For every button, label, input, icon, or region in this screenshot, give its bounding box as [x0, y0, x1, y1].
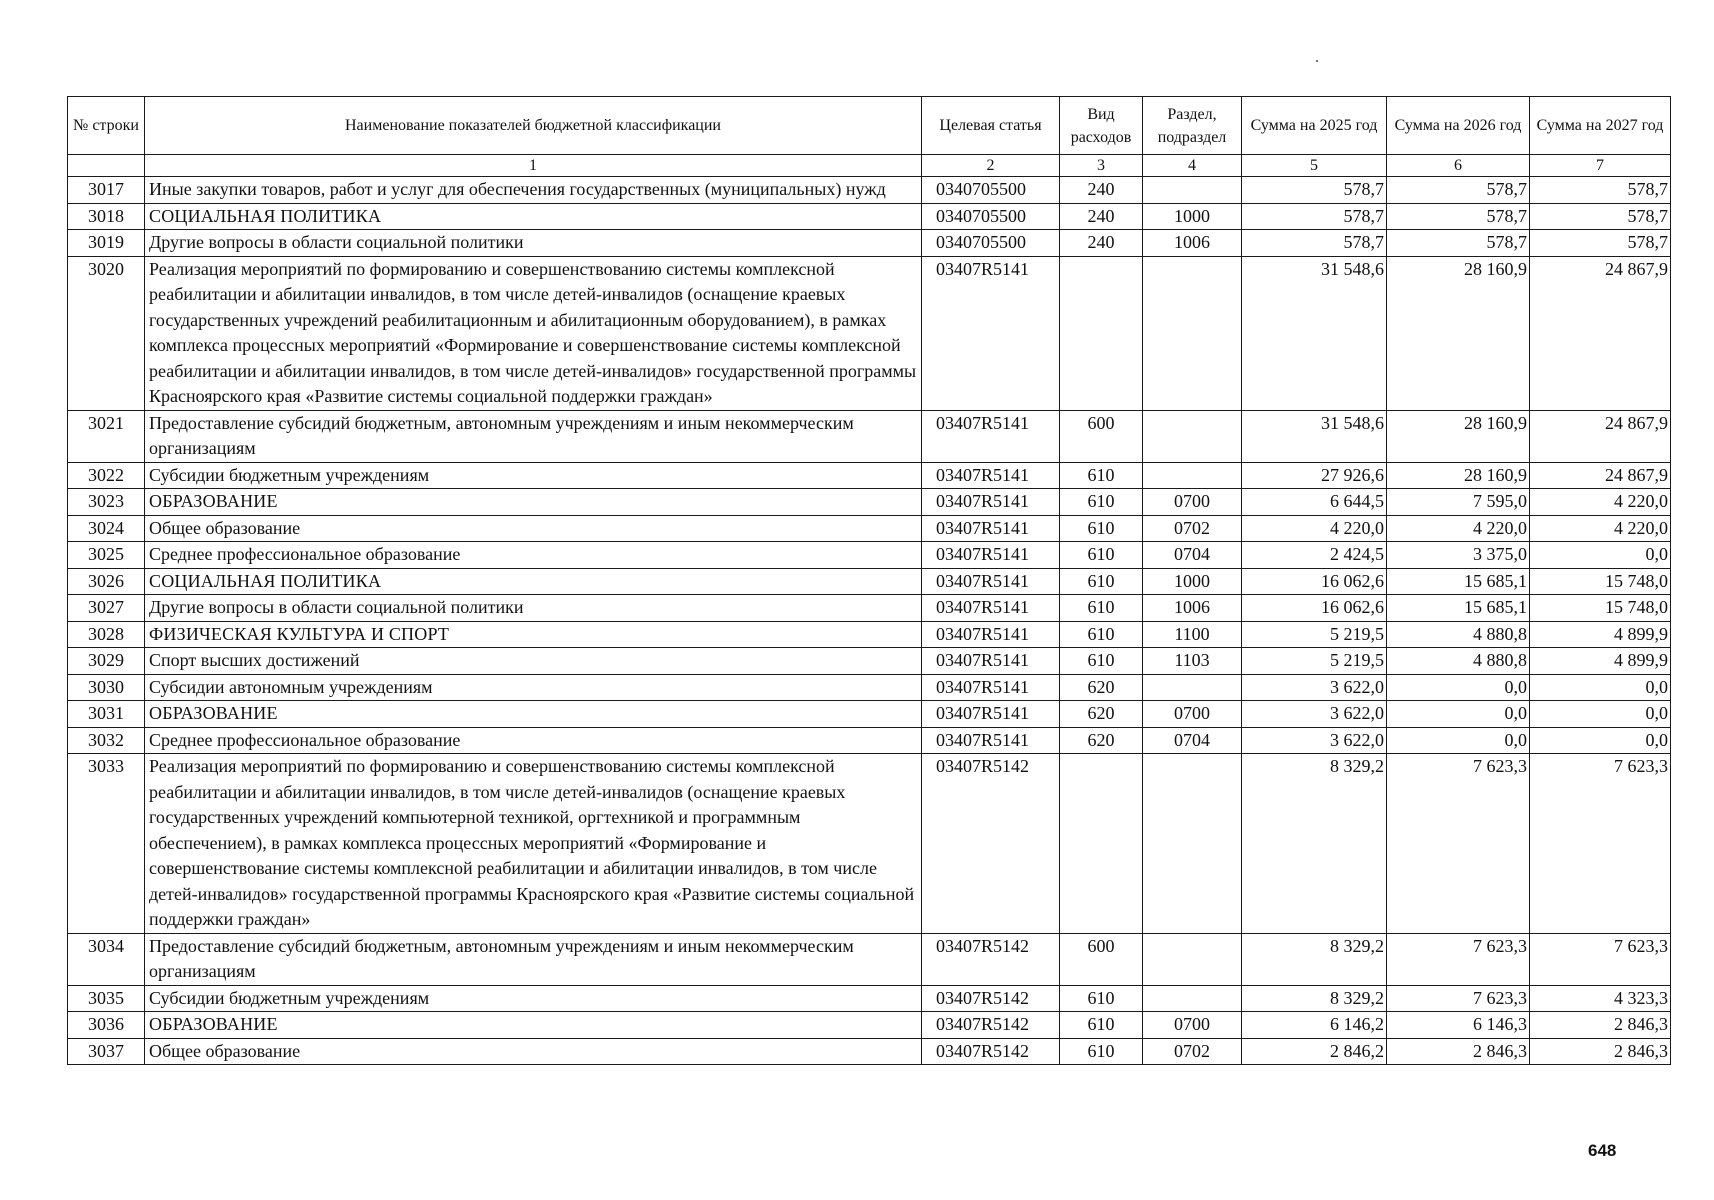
- sum-2026: 0,0: [1387, 727, 1530, 754]
- sum-2026: 7 595,0: [1387, 489, 1530, 516]
- row-name: Иные закупки товаров, работ и услуг для обеспечения государственных (муниципальных) нужд: [145, 177, 922, 204]
- section-code: [1143, 256, 1242, 410]
- row-name: Субсидии бюджетным учреждениям: [145, 462, 922, 489]
- header-target: Целевая статья: [922, 97, 1060, 155]
- sum-2025: 16 062,6: [1242, 595, 1387, 622]
- sum-2027: 15 748,0: [1530, 568, 1671, 595]
- target-code: 03407R5141: [922, 542, 1060, 569]
- row-number: 3030: [68, 674, 145, 701]
- row-number: 3022: [68, 462, 145, 489]
- sum-2027: 24 867,9: [1530, 256, 1671, 410]
- sum-2027: 15 748,0: [1530, 595, 1671, 622]
- section-code: 0700: [1143, 489, 1242, 516]
- sum-2027: 4 323,3: [1530, 985, 1671, 1012]
- budget-table: [67, 96, 1671, 1065]
- table-row: [68, 754, 1671, 934]
- column-number: 6: [1387, 155, 1530, 177]
- expense-type: [1060, 754, 1143, 934]
- section-code: [1143, 462, 1242, 489]
- table-row: [68, 727, 1671, 754]
- header-sum-2027: Сумма на 2027 год: [1530, 97, 1671, 155]
- column-number: 4: [1143, 155, 1242, 177]
- expense-type: 240: [1060, 230, 1143, 257]
- sum-2026: 28 160,9: [1387, 462, 1530, 489]
- sum-2025: 3 622,0: [1242, 674, 1387, 701]
- row-name: Реализация мероприятий по формированию и совершенствованию системы комплексной реабилитации и абилитации инвалидов, в том числе детей-инвалидов (оснащение краевых государственных учреждений компьютерной техникой, оргтехникой и программным обеспечением), в рамках комплекса процессных мероприятий «Формирование и совершенствование системы комплексной реабилитации и абилитации инвалидов, в том числе детей-инвалидов» государственной программы Красноярского края «Развитие системы социальной поддержки граждан»: [145, 754, 922, 934]
- row-number: 3032: [68, 727, 145, 754]
- section-code: 1006: [1143, 595, 1242, 622]
- sum-2027: 2 846,3: [1530, 1038, 1671, 1065]
- column-number: 2: [922, 155, 1060, 177]
- expense-type: 610: [1060, 489, 1143, 516]
- expense-type: 610: [1060, 1038, 1143, 1065]
- sum-2026: 15 685,1: [1387, 568, 1530, 595]
- row-name: ОБРАЗОВАНИЕ: [145, 489, 922, 516]
- target-code: 03407R5141: [922, 595, 1060, 622]
- header-row: [68, 97, 1671, 155]
- header-section: Раздел, подраздел: [1143, 97, 1242, 155]
- target-code: 03407R5142: [922, 1038, 1060, 1065]
- target-code: 03407R5142: [922, 933, 1060, 985]
- sum-2027: 0,0: [1530, 701, 1671, 728]
- section-code: 1006: [1143, 230, 1242, 257]
- row-number: 3021: [68, 410, 145, 462]
- sum-2026: 6 146,3: [1387, 1012, 1530, 1039]
- table-row: [68, 701, 1671, 728]
- sum-2026: 578,7: [1387, 230, 1530, 257]
- sum-2025: 578,7: [1242, 230, 1387, 257]
- expense-type: 610: [1060, 542, 1143, 569]
- sum-2027: 7 623,3: [1530, 754, 1671, 934]
- row-name: Среднее профессиональное образование: [145, 727, 922, 754]
- sum-2026: 28 160,9: [1387, 256, 1530, 410]
- row-number: 3037: [68, 1038, 145, 1065]
- sum-2026: 2 846,3: [1387, 1038, 1530, 1065]
- target-code: 03407R5141: [922, 515, 1060, 542]
- sum-2027: 0,0: [1530, 674, 1671, 701]
- sum-2026: 7 623,3: [1387, 754, 1530, 934]
- target-code: 03407R5141: [922, 410, 1060, 462]
- header-expense-type: Вид расходов: [1060, 97, 1143, 155]
- row-number: 3027: [68, 595, 145, 622]
- section-code: 0704: [1143, 542, 1242, 569]
- expense-type: 610: [1060, 648, 1143, 675]
- table-row: [68, 542, 1671, 569]
- table-row: [68, 203, 1671, 230]
- sum-2025: 578,7: [1242, 177, 1387, 204]
- table-row: [68, 985, 1671, 1012]
- table-row: [68, 1012, 1671, 1039]
- sum-2026: 3 375,0: [1387, 542, 1530, 569]
- sum-2027: 24 867,9: [1530, 410, 1671, 462]
- column-number: [68, 155, 145, 177]
- row-number: 3023: [68, 489, 145, 516]
- sum-2027: 7 623,3: [1530, 933, 1671, 985]
- expense-type: 240: [1060, 177, 1143, 204]
- section-code: [1143, 985, 1242, 1012]
- row-name: ОБРАЗОВАНИЕ: [145, 1012, 922, 1039]
- section-code: [1143, 674, 1242, 701]
- column-number: 3: [1060, 155, 1143, 177]
- sum-2027: 4 899,9: [1530, 621, 1671, 648]
- sum-2027: 578,7: [1530, 177, 1671, 204]
- sum-2027: 4 220,0: [1530, 489, 1671, 516]
- sum-2025: 5 219,5: [1242, 648, 1387, 675]
- target-code: 03407R5142: [922, 1012, 1060, 1039]
- scan-speck: [1316, 60, 1318, 62]
- header-sum-2025: Сумма на 2025 год: [1242, 97, 1387, 155]
- row-name: Среднее профессиональное образование: [145, 542, 922, 569]
- target-code: 03407R5141: [922, 648, 1060, 675]
- sum-2025: 27 926,6: [1242, 462, 1387, 489]
- sum-2026: 15 685,1: [1387, 595, 1530, 622]
- sum-2027: 2 846,3: [1530, 1012, 1671, 1039]
- sum-2025: 2 846,2: [1242, 1038, 1387, 1065]
- expense-type: 620: [1060, 674, 1143, 701]
- sum-2026: 4 880,8: [1387, 621, 1530, 648]
- sum-2026: 0,0: [1387, 674, 1530, 701]
- row-name: СОЦИАЛЬНАЯ ПОЛИТИКА: [145, 203, 922, 230]
- expense-type: 620: [1060, 727, 1143, 754]
- sum-2026: 7 623,3: [1387, 985, 1530, 1012]
- expense-type: 600: [1060, 933, 1143, 985]
- section-code: [1143, 177, 1242, 204]
- sum-2026: 0,0: [1387, 701, 1530, 728]
- row-number: 3019: [68, 230, 145, 257]
- sum-2027: 4 220,0: [1530, 515, 1671, 542]
- expense-type: 610: [1060, 621, 1143, 648]
- row-name: Предоставление субсидий бюджетным, автономным учреждениям и иным некоммерческим организациям: [145, 933, 922, 985]
- section-code: [1143, 933, 1242, 985]
- target-code: 03407R5141: [922, 489, 1060, 516]
- header-row-no: № строки: [68, 97, 145, 155]
- row-number: 3020: [68, 256, 145, 410]
- sum-2025: 4 220,0: [1242, 515, 1387, 542]
- sum-2027: 0,0: [1530, 542, 1671, 569]
- row-number: 3028: [68, 621, 145, 648]
- row-name: Предоставление субсидий бюджетным, автономным учреждениям и иным некоммерческим организациям: [145, 410, 922, 462]
- row-number: 3033: [68, 754, 145, 934]
- sum-2026: 4 220,0: [1387, 515, 1530, 542]
- sum-2025: 31 548,6: [1242, 256, 1387, 410]
- expense-type: 620: [1060, 701, 1143, 728]
- row-name: Общее образование: [145, 1038, 922, 1065]
- row-number: 3017: [68, 177, 145, 204]
- sum-2025: 3 622,0: [1242, 727, 1387, 754]
- target-code: 03407R5141: [922, 256, 1060, 410]
- expense-type: 610: [1060, 515, 1143, 542]
- target-code: 03407R5142: [922, 754, 1060, 934]
- sum-2025: 2 424,5: [1242, 542, 1387, 569]
- table-row: [68, 515, 1671, 542]
- row-number: 3026: [68, 568, 145, 595]
- expense-type: [1060, 256, 1143, 410]
- target-code: 0340705500: [922, 177, 1060, 204]
- sum-2027: 24 867,9: [1530, 462, 1671, 489]
- row-name: ОБРАЗОВАНИЕ: [145, 701, 922, 728]
- sum-2025: 8 329,2: [1242, 985, 1387, 1012]
- sum-2027: 578,7: [1530, 203, 1671, 230]
- target-code: 03407R5141: [922, 674, 1060, 701]
- table-row: [68, 648, 1671, 675]
- row-name: Другие вопросы в области социальной политики: [145, 230, 922, 257]
- table-row: [68, 568, 1671, 595]
- table-row: [68, 674, 1671, 701]
- column-number: 5: [1242, 155, 1387, 177]
- section-code: 0704: [1143, 727, 1242, 754]
- table-row: [68, 621, 1671, 648]
- section-code: 1100: [1143, 621, 1242, 648]
- expense-type: 600: [1060, 410, 1143, 462]
- table-row: [68, 1038, 1671, 1065]
- row-number: 3025: [68, 542, 145, 569]
- row-number: 3029: [68, 648, 145, 675]
- row-number: 3035: [68, 985, 145, 1012]
- column-number: 7: [1530, 155, 1671, 177]
- sum-2025: 16 062,6: [1242, 568, 1387, 595]
- row-name: Реализация мероприятий по формированию и совершенствованию системы комплексной реабилитации и абилитации инвалидов, в том числе детей-инвалидов (оснащение краевых государственных учреждений реабилитационным и абилитационным оборудованием), в рамках комплекса процессных мероприятий «Формирование и совершенствование системы комплексной реабилитации и абилитации инвалидов, в том числе детей-инвалидов» государственной программы Красноярского края «Развитие системы социальной поддержки граждан»: [145, 256, 922, 410]
- row-name: Субсидии бюджетным учреждениям: [145, 985, 922, 1012]
- column-number-row: [68, 155, 1671, 177]
- section-code: 1000: [1143, 568, 1242, 595]
- target-code: 03407R5141: [922, 568, 1060, 595]
- expense-type: 610: [1060, 985, 1143, 1012]
- row-number: 3031: [68, 701, 145, 728]
- section-code: [1143, 410, 1242, 462]
- table-row: [68, 410, 1671, 462]
- sum-2025: 8 329,2: [1242, 933, 1387, 985]
- target-code: 0340705500: [922, 230, 1060, 257]
- column-number: 1: [145, 155, 922, 177]
- sum-2026: 7 623,3: [1387, 933, 1530, 985]
- expense-type: 610: [1060, 595, 1143, 622]
- sum-2027: 0,0: [1530, 727, 1671, 754]
- target-code: 03407R5141: [922, 701, 1060, 728]
- section-code: 1000: [1143, 203, 1242, 230]
- target-code: 03407R5141: [922, 462, 1060, 489]
- row-name: Спорт высших достижений: [145, 648, 922, 675]
- section-code: 1103: [1143, 648, 1242, 675]
- expense-type: 610: [1060, 568, 1143, 595]
- sum-2025: 578,7: [1242, 203, 1387, 230]
- table-row: [68, 595, 1671, 622]
- table-row: [68, 177, 1671, 204]
- table-row: [68, 256, 1671, 410]
- expense-type: 240: [1060, 203, 1143, 230]
- row-name: СОЦИАЛЬНАЯ ПОЛИТИКА: [145, 568, 922, 595]
- header-name: Наименование показателей бюджетной классификации: [145, 97, 922, 155]
- section-code: 0702: [1143, 1038, 1242, 1065]
- target-code: 03407R5141: [922, 621, 1060, 648]
- page-number: 648: [1588, 1141, 1617, 1160]
- row-number: 3024: [68, 515, 145, 542]
- sum-2025: 6 146,2: [1242, 1012, 1387, 1039]
- sum-2025: 6 644,5: [1242, 489, 1387, 516]
- row-name: ФИЗИЧЕСКАЯ КУЛЬТУРА И СПОРТ: [145, 621, 922, 648]
- sum-2027: 578,7: [1530, 230, 1671, 257]
- target-code: 03407R5142: [922, 985, 1060, 1012]
- table-row: [68, 230, 1671, 257]
- row-number: 3018: [68, 203, 145, 230]
- row-number: 3036: [68, 1012, 145, 1039]
- row-name: Субсидии автономным учреждениям: [145, 674, 922, 701]
- sum-2026: 4 880,8: [1387, 648, 1530, 675]
- row-number: 3034: [68, 933, 145, 985]
- sum-2025: 5 219,5: [1242, 621, 1387, 648]
- expense-type: 610: [1060, 1012, 1143, 1039]
- table-row: [68, 462, 1671, 489]
- section-code: 0700: [1143, 1012, 1242, 1039]
- sum-2025: 31 548,6: [1242, 410, 1387, 462]
- sum-2027: 4 899,9: [1530, 648, 1671, 675]
- table-body: [68, 177, 1671, 1065]
- table-row: [68, 489, 1671, 516]
- sum-2025: 8 329,2: [1242, 754, 1387, 934]
- target-code: 0340705500: [922, 203, 1060, 230]
- sum-2026: 578,7: [1387, 203, 1530, 230]
- header-sum-2026: Сумма на 2026 год: [1387, 97, 1530, 155]
- sum-2026: 578,7: [1387, 177, 1530, 204]
- section-code: 0702: [1143, 515, 1242, 542]
- table-row: [68, 933, 1671, 985]
- section-code: 0700: [1143, 701, 1242, 728]
- sum-2026: 28 160,9: [1387, 410, 1530, 462]
- expense-type: 610: [1060, 462, 1143, 489]
- row-name: Другие вопросы в области социальной политики: [145, 595, 922, 622]
- section-code: [1143, 754, 1242, 934]
- target-code: 03407R5141: [922, 727, 1060, 754]
- row-name: Общее образование: [145, 515, 922, 542]
- sum-2025: 3 622,0: [1242, 701, 1387, 728]
